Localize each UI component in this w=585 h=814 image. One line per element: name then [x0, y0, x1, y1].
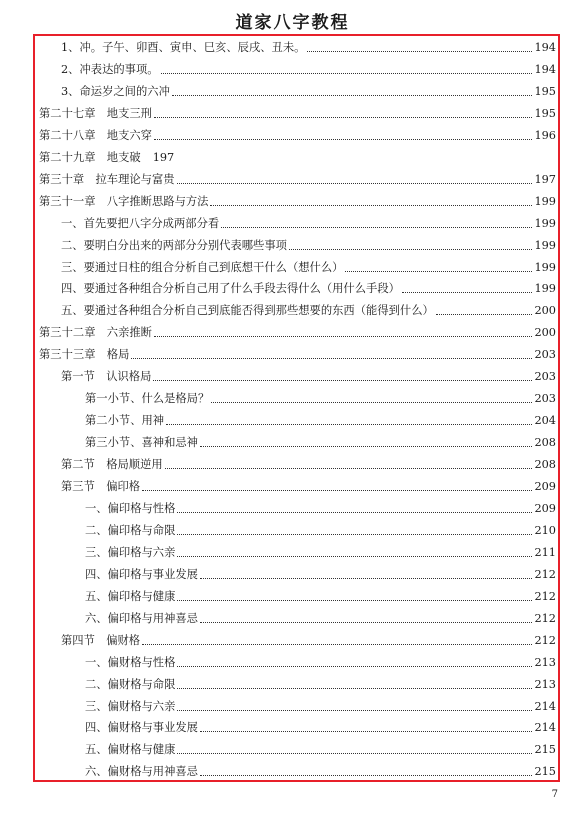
toc-entry-title: 第二十七章 地支三刑	[39, 106, 152, 120]
toc-entry[interactable]	[85, 414, 556, 428]
toc-entry[interactable]	[85, 502, 556, 516]
toc-entry[interactable]	[39, 173, 556, 187]
toc-entry[interactable]	[61, 458, 556, 472]
toc-entry-page: 195	[534, 106, 556, 120]
toc-entry[interactable]	[85, 590, 556, 604]
toc-entry-title: 三、偏印格与六亲	[85, 545, 176, 559]
toc-dot-leader	[154, 336, 532, 337]
toc-entry-title: 第一小节、什么是格局？	[85, 392, 210, 406]
toc-entry-title: 五、偏印格与健康	[85, 589, 176, 603]
toc-entry-page: 212	[534, 567, 556, 581]
page-number: 7	[551, 789, 558, 800]
toc-entry-page: 197	[534, 172, 556, 186]
toc-entry-page: 199	[534, 282, 556, 296]
toc-dot-leader	[289, 249, 532, 250]
toc-entry[interactable]	[39, 195, 556, 209]
toc-entry-title: 二、偏印格与命限	[85, 523, 176, 537]
toc-entry[interactable]	[39, 348, 556, 362]
toc-dot-leader	[177, 666, 532, 667]
toc-dot-leader	[200, 775, 532, 776]
toc-dot-leader	[345, 271, 532, 272]
toc-entry[interactable]	[85, 700, 556, 714]
toc-entry-page: 210	[534, 523, 556, 537]
toc-entry-title: 2、冲表达的事项。	[61, 62, 159, 76]
toc-entry-page: 214	[534, 721, 556, 735]
toc-entry[interactable]	[39, 129, 556, 143]
toc-dot-leader	[307, 51, 532, 52]
toc-entry-page: 209	[534, 501, 556, 515]
toc-entry[interactable]	[85, 568, 556, 582]
toc-entry-page: 199	[534, 238, 556, 252]
toc-entry[interactable]	[61, 217, 556, 231]
toc-dot-leader	[154, 117, 532, 118]
toc-entry-title: 二、要明白分出来的两部分分别代表哪些事项	[61, 238, 287, 252]
toc-entry[interactable]	[85, 436, 556, 450]
toc-entry-title: 四、要通过各种组合分析自己用了什么手段去得什么（用什么手段）	[61, 282, 400, 296]
toc-dot-leader	[177, 688, 532, 689]
toc-entry-page: 203	[534, 348, 556, 362]
toc-entry-title: 第四节 偏财格	[61, 633, 141, 647]
toc-dot-leader	[177, 556, 532, 557]
toc-entry-page: 208	[534, 458, 556, 472]
toc-entry-title: 1、冲。子午、卯酉、寅申、巳亥、辰戌、丑未。	[61, 41, 306, 54]
toc-dot-leader	[221, 227, 532, 228]
toc-entry-page: 200	[534, 304, 556, 318]
toc-entry-page: 215	[534, 765, 556, 779]
toc-entry-title: 第二十八章 地支六穿	[39, 128, 152, 142]
toc-entry-title: 第二节 格局顺逆用	[61, 458, 163, 472]
toc-entry-page: 209	[534, 480, 556, 493]
toc-entry[interactable]	[61, 282, 556, 296]
toc-entry[interactable]	[39, 107, 556, 121]
toc-entry-page: 200	[534, 326, 556, 340]
toc-entry[interactable]	[61, 239, 556, 253]
toc-entry-page: 194	[534, 41, 556, 54]
toc-entry-title: 一、首先要把八字分成两部分看	[61, 216, 220, 230]
toc-entry[interactable]	[85, 721, 556, 735]
toc-dot-leader	[154, 139, 532, 140]
toc-entry-page: 204	[534, 414, 556, 428]
toc-entry[interactable]	[61, 634, 556, 648]
toc-dot-leader	[177, 512, 532, 513]
toc-dot-leader	[142, 644, 532, 645]
toc-dot-leader	[177, 710, 532, 711]
toc-entry[interactable]	[61, 41, 556, 55]
toc-entry[interactable]	[85, 765, 556, 779]
toc-dot-leader	[177, 183, 533, 184]
toc-entry-title: 第二小节、用神	[85, 414, 165, 428]
toc-entry-page: 203	[534, 370, 556, 384]
toc-entry-page: 211	[534, 545, 556, 559]
toc-entry-page: 199	[534, 260, 556, 274]
toc-entry[interactable]	[85, 743, 556, 757]
toc-dot-leader	[211, 402, 532, 403]
toc-entry-page: 213	[534, 655, 556, 669]
toc-entry-title: 五、偏财格与健康	[85, 743, 176, 757]
toc-entry-title: 3、命运岁之间的六冲	[61, 84, 170, 98]
toc-dot-leader	[200, 578, 532, 579]
toc-entry-page: 212	[534, 589, 556, 603]
toc-entry-page: 199	[534, 194, 556, 208]
toc-entry-title: 第一节 认识格局	[61, 370, 152, 384]
toc-entry[interactable]	[61, 85, 556, 99]
toc-entry[interactable]	[61, 261, 556, 275]
toc-entry-title: 六、偏财格与用神喜忌	[85, 765, 198, 779]
toc-entry-title: 三、偏财格与六亲	[85, 699, 176, 713]
toc-entry[interactable]	[61, 480, 556, 494]
toc-entry-title: 第三十三章 格局	[39, 348, 130, 362]
toc-entry-page: 212	[534, 611, 556, 625]
toc-entry[interactable]	[85, 678, 556, 692]
toc-dot-leader	[131, 358, 532, 359]
toc-entry-title: 三、要通过日柱的组合分析自己到底想干什么（想什么）	[61, 260, 344, 274]
toc-dot-leader	[200, 622, 532, 623]
toc-entry[interactable]	[85, 612, 556, 626]
toc-dot-leader	[200, 446, 532, 447]
toc-entry[interactable]	[39, 151, 174, 165]
toc-entry-page: 199	[534, 216, 556, 230]
toc-entry-title: 第三十一章 八字推断思路与方法	[39, 194, 209, 208]
toc-entry-page: 213	[534, 677, 556, 691]
toc-dot-leader	[153, 380, 532, 381]
toc-entry-title: 二、偏财格与命限	[85, 677, 176, 691]
toc-dot-leader	[200, 731, 532, 732]
toc-dot-leader	[172, 95, 533, 96]
toc-entry-title: 四、偏印格与事业发展	[85, 567, 198, 581]
toc-frame	[33, 34, 560, 782]
toc-entry[interactable]	[61, 63, 556, 77]
toc-entry-page: 195	[534, 84, 556, 98]
toc-entry-page: 194	[534, 62, 556, 76]
toc-entry[interactable]	[85, 524, 556, 538]
toc-entry[interactable]	[39, 326, 556, 340]
toc-dot-leader	[165, 468, 533, 469]
toc-entry-title: 第三十章 拉车理论与富贵	[39, 172, 175, 186]
toc-entry[interactable]	[61, 304, 556, 318]
toc-dot-leader	[161, 73, 533, 74]
toc-entry-page: 214	[534, 699, 556, 713]
toc-entry-title: 第三小节、喜神和忌神	[85, 436, 198, 450]
toc-dot-leader	[210, 205, 532, 206]
toc-entry-page: 196	[534, 128, 556, 142]
toc-dot-leader	[142, 490, 532, 491]
toc-dot-leader	[177, 534, 532, 535]
toc-entry-page: 215	[534, 743, 556, 757]
toc-dot-leader	[166, 424, 532, 425]
toc-entry-title: 第二十九章 地支破	[39, 150, 141, 164]
toc-entry-title: 第三节 偏印格	[61, 480, 141, 493]
toc-dot-leader	[177, 753, 532, 754]
toc-entry-page: 208	[534, 436, 556, 450]
toc-entry-title: 六、偏印格与用神喜忌	[85, 611, 198, 625]
toc-entry-title: 一、偏财格与性格	[85, 655, 176, 669]
document-title: 道家八字教程	[235, 13, 350, 33]
toc-dot-leader	[177, 600, 532, 601]
toc-entry[interactable]	[85, 392, 556, 406]
toc-entry-page: 197	[152, 150, 175, 164]
toc-entry-title: 第三十二章 六亲推断	[39, 326, 152, 340]
toc-entry-title: 四、偏财格与事业发展	[85, 721, 198, 735]
toc-dot-leader	[402, 292, 533, 293]
toc-entry-title: 一、偏印格与性格	[85, 501, 176, 515]
toc-entry[interactable]	[85, 546, 556, 560]
toc-entry-title: 五、要通过各种组合分析自己到底能否得到那些想要的东西（能得到什么）	[61, 304, 434, 318]
toc-entry[interactable]	[61, 370, 556, 384]
toc-entry-page: 203	[534, 392, 556, 406]
toc-entry[interactable]	[85, 656, 556, 670]
toc-entry-page: 212	[534, 633, 556, 647]
toc-dot-leader	[436, 314, 533, 315]
